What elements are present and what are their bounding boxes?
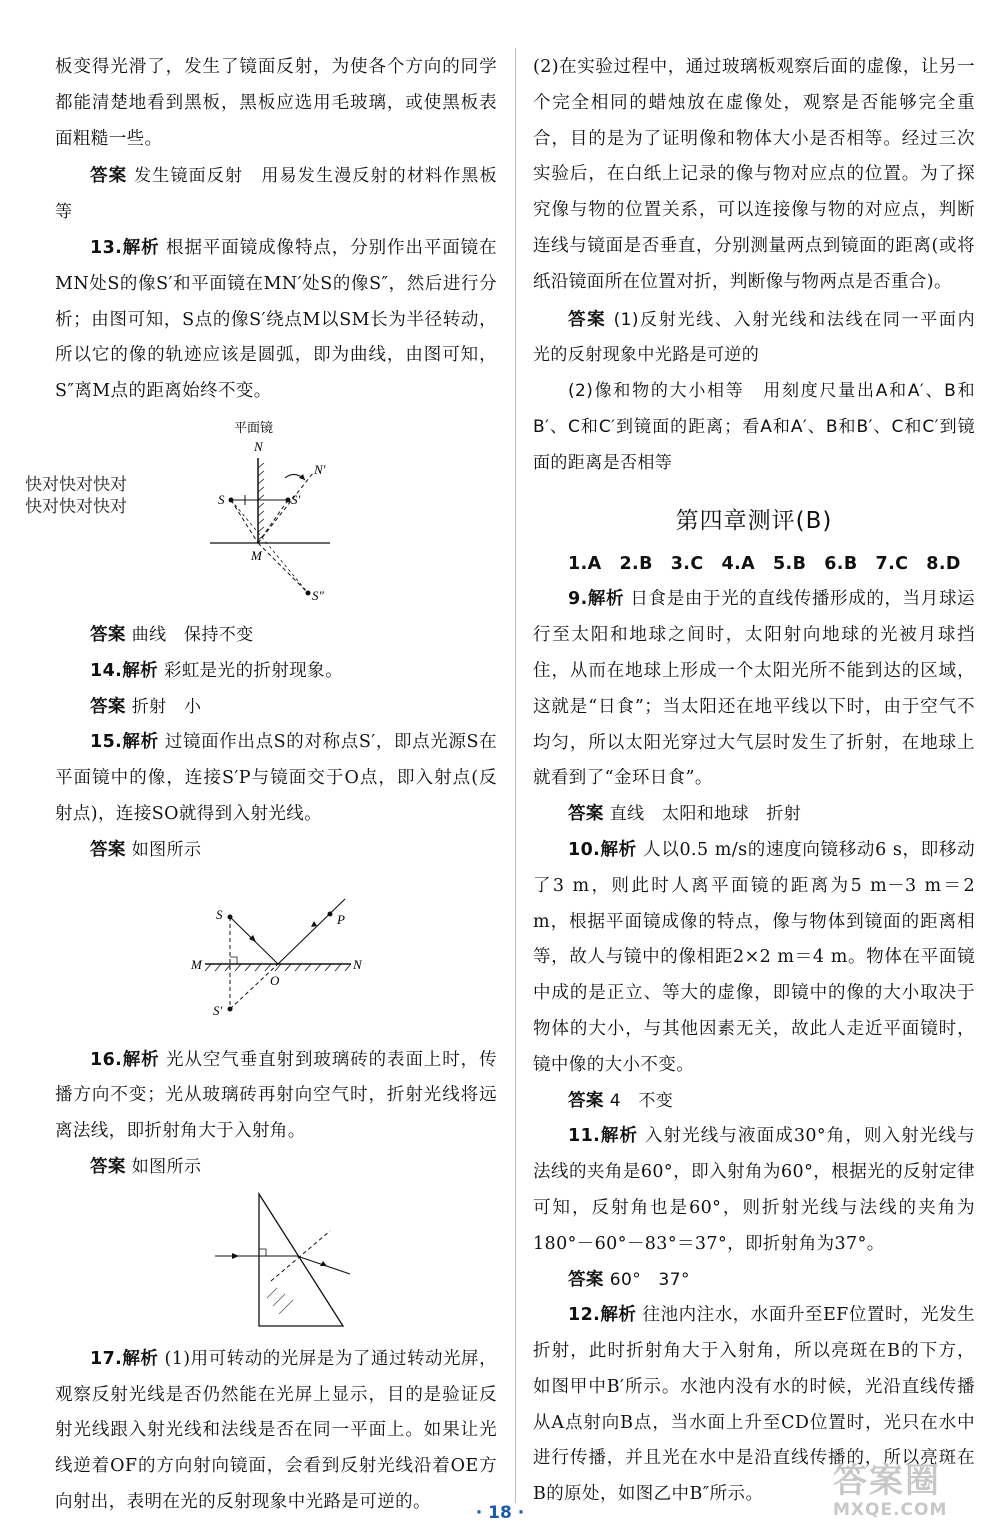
fig13-label-N: N — [254, 438, 263, 454]
answer-16 — [55, 1150, 497, 1186]
answer-label: 答案 — [90, 696, 126, 717]
answer-label: 答案 — [568, 309, 607, 330]
question-number: 9. — [568, 589, 588, 610]
question-number: 16. — [90, 1049, 123, 1070]
stamp-line-1: 快对快对快对 — [25, 475, 127, 495]
answer-label: 答案 — [568, 1090, 604, 1111]
answer-text: 4 不变 — [609, 1090, 674, 1111]
analysis-10 — [533, 833, 975, 1084]
fig13-label-Np: N′ — [314, 461, 326, 477]
question-number: 12. — [568, 1305, 601, 1326]
analysis-text: 日食是由于光的直线传播形成的，当月球运行至太阳和地球之间时，太阳射向地球的光被月球挡住，从而在地球上形成一个太阳光所不能到达的区域，这就是“日食”；当太阳还在地平线以下时，由于空气不均匀，所以太阳光穿过大气层时发生了折射，在地球上就看到了“金环日食”。 — [533, 589, 975, 789]
margin-stamp-text — [25, 474, 127, 518]
analysis-label: 解析 — [600, 839, 637, 860]
stamp-line-2: 快对快对快对 — [25, 497, 127, 517]
answer-12 — [55, 159, 497, 231]
fig13-title: 平面镜 — [234, 420, 274, 436]
left-column — [55, 50, 497, 1521]
paragraph-cont: 板变得光滑了，发生了镜面反射，为使各个方向的同学都能清楚地看到黑板，黑板应选用毛玻璃，或使黑板表面粗糙一些。 — [55, 57, 497, 149]
question-number: 17. — [90, 1348, 123, 1369]
analysis-text: 人以0.5 m/s的速度向镜移动6 s，即移动了3 m，则此时人离平面镜的距离为5 m－3 m＝2 m，根据平面镜成像的特点，像与物体到镜面的距离相等，故人与镜中的像相距2×2 m＝4 m。物体在平面镜中成的是正立、等大的虚像，即镜中的像的大小取决于物体的大小，与其他因素无关，故此人走近平面镜时，镜中像的大小不变。 — [533, 839, 975, 1075]
analysis-label: 解析 — [122, 1348, 159, 1369]
analysis-14 — [55, 654, 497, 690]
page-number: · 18 · — [475, 1503, 525, 1523]
answer-15 — [55, 833, 497, 869]
answer-11 — [533, 1263, 975, 1299]
analysis-text: 入射光线与液面成30°角，则入射光线与法线的夹角是60°，即入射角为60°，根据光的反射定律可知，反射角也是60°，则折射光线与法线的夹角为180°－60°－83°＝37°，即折射角为37°。 — [533, 1126, 975, 1254]
answer-13 — [55, 618, 497, 654]
analysis-13 — [55, 231, 497, 410]
answer-text-2: (2)像和物的大小相等 用刻度尺量出A和A′、B和B′、C和C′到镜面的距离；看A和A′、B和B′、C和C′到镜面的距离是否相等 — [533, 381, 975, 473]
answer-text: 直线 太阳和地球 折射 — [609, 804, 802, 825]
analysis-text: 根据平面镜成像特点，分别作出平面镜在MN处S的像S′和平面镜在MN′处S的像S″，然后进行分析；由图可知，S点的像S′绕点M以SM长为半径转动，所以它的像的轨迹应该是圆弧，即为曲线，由图可知，S″离M点的距离始终不变。 — [55, 237, 497, 402]
fig15-label-S: S — [216, 906, 223, 922]
analysis-text: 过镜面作出点S的对称点S′，即点光源S在平面镜中的像，连接S′P与镜面交于O点，即入射点(反射点)，连接SO就得到入射光线。 — [55, 732, 497, 824]
column-divider — [515, 48, 516, 1503]
answer-text: 曲线 保持不变 — [131, 624, 254, 645]
answer-label: 答案 — [568, 804, 604, 825]
answer-9 — [533, 797, 975, 833]
answer-text: 发生镜面反射 用易发生漫反射的材料作黑板等 — [55, 166, 497, 223]
answer-14 — [55, 690, 497, 726]
answer-10 — [533, 1084, 975, 1120]
answer-label: 答案 — [568, 1269, 604, 1290]
analysis-15 — [55, 725, 497, 832]
question-number: 10. — [568, 839, 601, 860]
analysis-label: 解析 — [587, 589, 625, 610]
right-column — [533, 50, 993, 1513]
fig13-label-M: M — [251, 547, 262, 563]
analysis-text: 彩虹是光的折射现象。 — [163, 660, 343, 681]
analysis-16 — [55, 1043, 497, 1150]
fig15-label-Sp: S′ — [213, 1002, 223, 1018]
question-number: 14. — [90, 660, 123, 681]
watermark-url: MXQE.COM — [833, 1500, 948, 1520]
fig15-label-P: P — [337, 911, 345, 927]
analysis-label: 解析 — [122, 732, 159, 753]
question-number: 15. — [90, 732, 123, 753]
answer-17-part2 — [533, 374, 975, 481]
fig15-label-N: N — [353, 956, 362, 972]
fig15-label-M: M — [191, 956, 202, 972]
analysis-label: 解析 — [122, 1049, 160, 1070]
analysis-text: 光从空气垂直射到玻璃砖的表面上时，传播方向不变；光从玻璃砖再射向空气时，折射光线将远离法线，即折射角大于入射角。 — [55, 1049, 497, 1142]
analysis-label: 解析 — [122, 237, 160, 258]
analysis-11 — [533, 1119, 975, 1262]
analysis-text: (1)用可转动的光屏是为了通过转动光屏，观察反射光线是否仍然能在光屏上显示，目的是验证反射光线跟入射光线和法线是否在同一平面上。如果让光线逆着OF的方向射向镜面，会看到反射光线沿着OE方向射出，表明在光的反射现象中光路是可逆的。 — [55, 1348, 497, 1512]
answer-label: 答案 — [90, 839, 126, 860]
figure-15-reflection — [55, 869, 497, 1041]
answer-text: 如图所示 — [131, 1156, 202, 1177]
analysis-17-part2: (2)在实验过程中，通过玻璃板观察后面的虚像，让另一个完全相同的蜡烛放在虚像处，观察是否能够完全重合，目的是为了证明像和物体大小是否相等。经过三次实验后，在白纸上记录的像与物对应点的位置。为了探究像与物的位置关系，可以连接像与物的对应点，判断连线与镜面是否垂直，分别测量两点到镜面的距离(或将纸沿镜面所在位置对折，判断像与物两点是否重合)。 — [533, 57, 975, 292]
answer-label: 答案 — [90, 624, 126, 645]
question-number: 11. — [568, 1126, 601, 1147]
analysis-label: 解析 — [600, 1305, 637, 1326]
answer-label: 答案 — [90, 166, 128, 187]
figure-16-prism-refraction — [55, 1186, 497, 1336]
answer-text: 60° 37° — [609, 1269, 690, 1290]
watermark-text: 答案圈 — [833, 1461, 941, 1501]
answer-text-1: (1)反射光线、入射光线和法线在同一平面内 光的反射现象中光路是可逆的 — [533, 309, 993, 366]
fig13-label-S: S — [218, 491, 225, 507]
analysis-label: 解析 — [600, 1126, 639, 1147]
fig13-label-Spp: S″ — [312, 587, 324, 603]
answer-label: 答案 — [90, 1156, 126, 1177]
fig13-label-Sp: S′ — [291, 491, 301, 507]
chapter-title: 第四章测评(B) — [675, 507, 833, 534]
answer-text: 如图所示 — [131, 839, 202, 860]
analysis-label: 解析 — [122, 660, 159, 681]
multiple-choice-answers — [533, 547, 975, 583]
answer-text: 折射 小 — [131, 696, 202, 717]
answer-17 — [533, 303, 993, 375]
analysis-17 — [55, 1342, 497, 1521]
analysis-text: 往池内注水，水面升至EF位置时，光发生折射，此时折射角大于入射角，所以亮斑在B的下方，如图甲中B′所示。水池内没有水的时候，光沿直线传播从A点射向B点，当水面上升至CD位置时，光只在水中进行传播，并且光在水中是沿直线传播的，所以亮斑在B的原处，如图乙中B″所示。 — [533, 1305, 975, 1505]
watermark-logo — [833, 1462, 983, 1530]
question-number: 13. — [90, 237, 123, 258]
analysis-9 — [533, 582, 975, 797]
fig15-label-O: O — [270, 972, 280, 988]
mc-answers: 1.A 2.B 3.C 4.A 5.B 6.B 7.C 8.D — [568, 553, 961, 574]
